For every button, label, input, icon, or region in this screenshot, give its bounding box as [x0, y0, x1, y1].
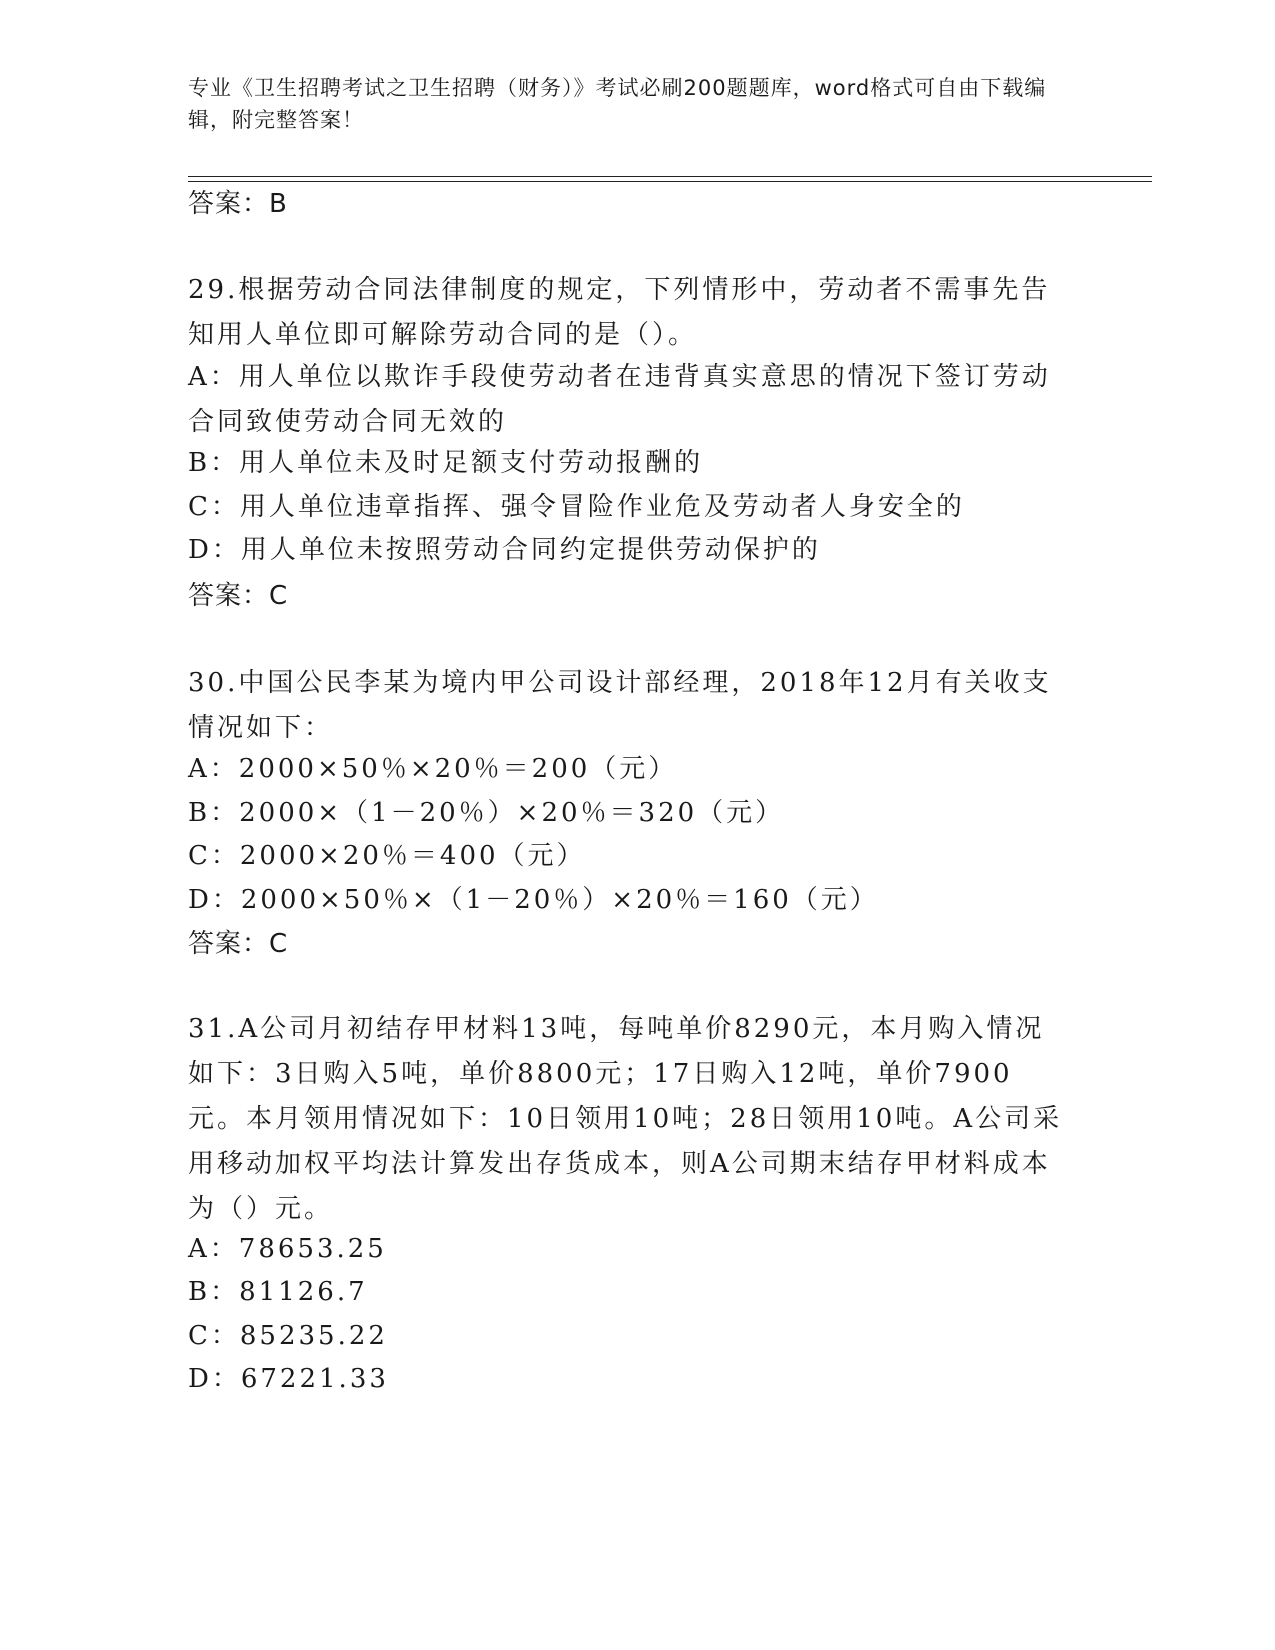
question-30-option-d: D：2000×50％×（1－20％）×20％＝160（元）	[188, 885, 879, 915]
question-30-option-b: B：2000×（1－20％）×20％＝320（元）	[188, 798, 785, 828]
question-31-option-b: B：81126.7	[188, 1277, 368, 1307]
question-31-option-c: C：85235.22	[188, 1321, 388, 1351]
question-30-option-a: A：2000×50％×20％＝200（元）	[188, 754, 678, 784]
header-divider-bottom	[188, 181, 1152, 182]
question-31-option-d: D：67221.33	[188, 1364, 389, 1394]
question-31-option-a: A：78653.25	[188, 1234, 387, 1264]
question-29-stem: 29.根据劳动合同法律制度的规定，下列情形中，劳动者不需事先告知用人单位即可解除劳动合同的是（）。	[188, 275, 1051, 350]
question-31-stem: 31.A公司月初结存甲材料13吨，每吨单价8290元，本月购入情况如下：3日购入5吨，单价8800元；17日购入12吨，单价7900元。本月领用情况如下：10日领用10吨；28日领用10吨。A公司采用移动加权平均法计算发出存货成本，则A公司期末结存甲材料成本为（）元。	[188, 1014, 1063, 1224]
answer-q28: 答案：B	[188, 189, 288, 219]
question-30-stem: 30.中国公民李某为境内甲公司设计部经理，2018年12月有关收支情况如下：	[188, 668, 1052, 743]
question-29-option-d: D：用人单位未按照劳动合同约定提供劳动保护的	[188, 535, 821, 565]
header-divider-top	[188, 176, 1152, 177]
document-header: 专业《卫生招聘考试之卫生招聘（财务）》考试必刷200题题库，word格式可自由下载编辑，附完整答案！	[188, 76, 1047, 132]
question-30-option-c: C：2000×20％＝400（元）	[188, 841, 586, 871]
answer-q30: 答案：C	[188, 929, 289, 959]
question-29-option-c: C：用人单位违章指挥、强令冒险作业危及劳动者人身安全的	[188, 492, 965, 522]
answer-q29: 答案：C	[188, 581, 289, 611]
question-29-option-b: B：用人单位未及时足额支付劳动报酬的	[188, 448, 704, 478]
question-29-option-a: A：用人单位以欺诈手段使劳动者在违背真实意思的情况下签订劳动合同致使劳动合同无效的	[188, 362, 1051, 437]
